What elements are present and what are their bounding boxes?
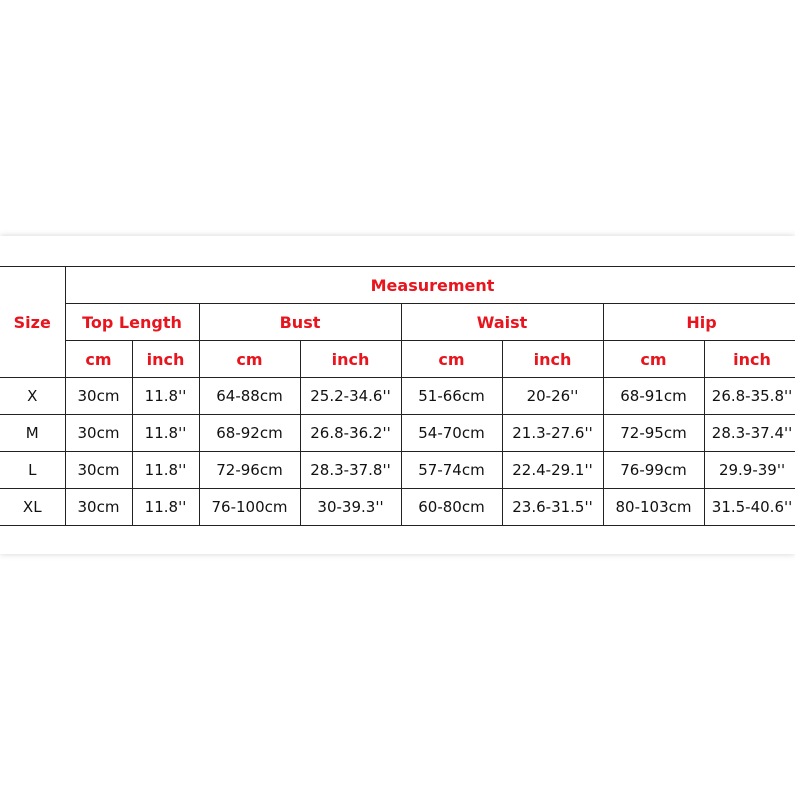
table-cell: 11.8'' [132, 378, 199, 415]
table-cell: 23.6-31.5'' [502, 489, 603, 526]
table-cell: 76-99cm [603, 452, 704, 489]
bust-header: Bust [199, 304, 401, 341]
unit-header: inch [132, 341, 199, 378]
unit-header: inch [704, 341, 795, 378]
unit-header: cm [65, 341, 132, 378]
table-cell: 80-103cm [603, 489, 704, 526]
table-cell: 11.8'' [132, 415, 199, 452]
table-cell: 26.8-35.8'' [704, 378, 795, 415]
table-cell: 30cm [65, 415, 132, 452]
unit-header: cm [401, 341, 502, 378]
top-length-header: Top Length [65, 304, 199, 341]
measurement-header: Measurement [65, 267, 795, 304]
table-cell: 29.9-39'' [704, 452, 795, 489]
table-cell: 28.3-37.8'' [300, 452, 401, 489]
measure-header-row [0, 304, 795, 341]
hip-header: Hip [603, 304, 795, 341]
table-cell: 68-92cm [199, 415, 300, 452]
table-cell: 72-96cm [199, 452, 300, 489]
table-cell: 30cm [65, 378, 132, 415]
table-cell: 30cm [65, 489, 132, 526]
unit-header: cm [199, 341, 300, 378]
table-cell: 30cm [65, 452, 132, 489]
waist-header: Waist [401, 304, 603, 341]
unit-header: cm [603, 341, 704, 378]
table-cell: 57-74cm [401, 452, 502, 489]
table-cell: 21.3-27.6'' [502, 415, 603, 452]
table-cell: 26.8-36.2'' [300, 415, 401, 452]
table-row [0, 415, 795, 452]
unit-header-row [0, 341, 795, 378]
size-cell: M [0, 415, 65, 452]
measurement-header-row [0, 267, 795, 304]
table-cell: 64-88cm [199, 378, 300, 415]
table-cell: 54-70cm [401, 415, 502, 452]
unit-header: inch [300, 341, 401, 378]
table-cell: 11.8'' [132, 452, 199, 489]
table-cell: 22.4-29.1'' [502, 452, 603, 489]
table-row [0, 489, 795, 526]
size-header: Size [0, 267, 65, 378]
table-row [0, 452, 795, 489]
unit-header: inch [502, 341, 603, 378]
table-cell: 76-100cm [199, 489, 300, 526]
table-cell: 51-66cm [401, 378, 502, 415]
table-cell: 20-26'' [502, 378, 603, 415]
table-cell: 68-91cm [603, 378, 704, 415]
size-chart-table [0, 266, 795, 526]
size-cell: X [0, 378, 65, 415]
table-cell: 11.8'' [132, 489, 199, 526]
table-cell: 60-80cm [401, 489, 502, 526]
size-cell: L [0, 452, 65, 489]
table-cell: 25.2-34.6'' [300, 378, 401, 415]
table-cell: 72-95cm [603, 415, 704, 452]
table-row [0, 378, 795, 415]
table-cell: 28.3-37.4'' [704, 415, 795, 452]
table-cell: 30-39.3'' [300, 489, 401, 526]
table-cell: 31.5-40.6'' [704, 489, 795, 526]
size-cell: XL [0, 489, 65, 526]
